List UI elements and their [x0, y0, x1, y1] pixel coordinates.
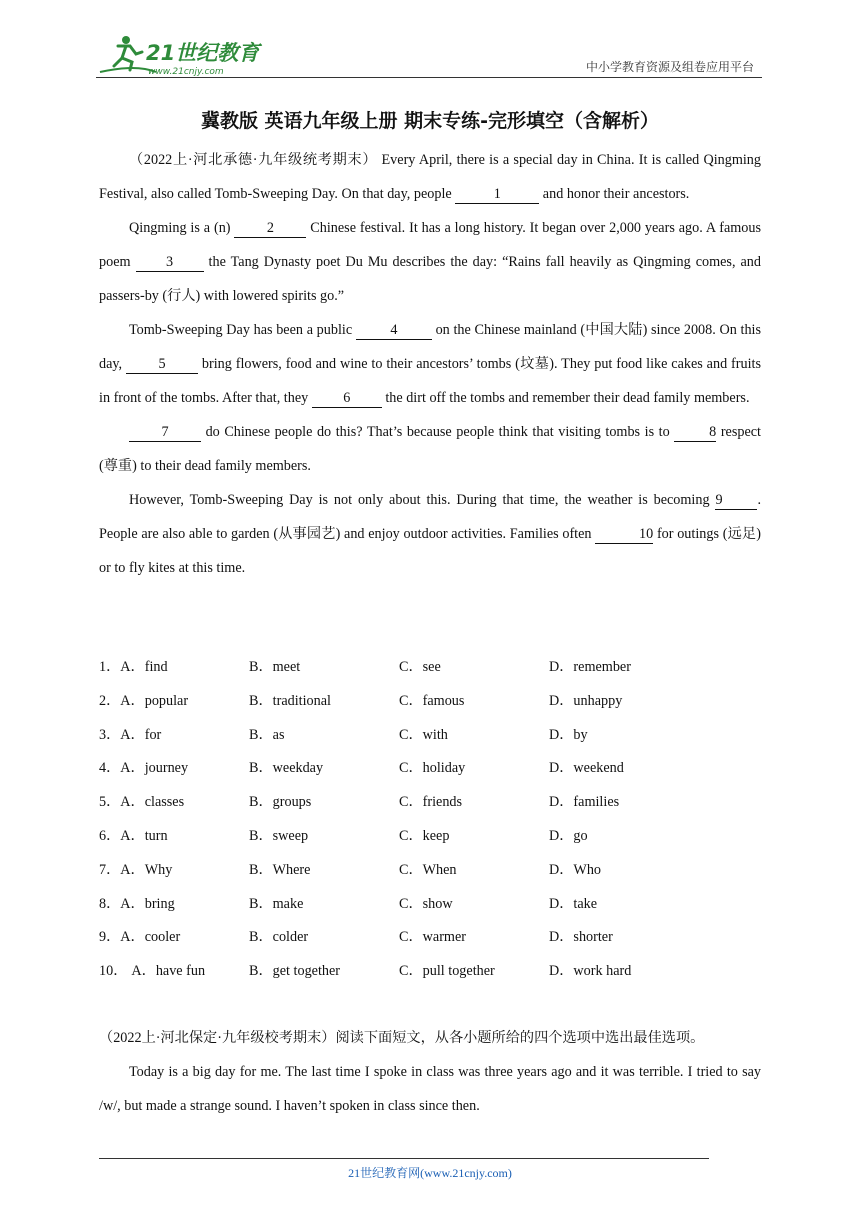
text: the Tang Dynasty poet Du Mu describes the day: “Rains fall heavily as Qingming comes, and passers-by (行人) with lowered spirits go.”: [99, 254, 761, 304]
question-row: [99, 786, 761, 820]
option-b: B．Where: [249, 861, 311, 878]
paragraph-1: [99, 143, 761, 211]
option-c: C．pull together: [399, 963, 495, 980]
option-b: B．make: [249, 895, 304, 912]
question-row: [99, 854, 761, 888]
option-c: C．show: [399, 895, 453, 912]
text: respect (尊重) to their dead family members.: [99, 424, 761, 474]
question-row: [99, 888, 761, 922]
option-c: C．When: [399, 861, 457, 878]
option-a: 6．A．turn: [99, 827, 168, 844]
text: Tomb-Sweeping Day has been a public: [129, 322, 353, 338]
option-d: D．unhappy: [549, 692, 623, 709]
blank-9: 9: [715, 491, 757, 510]
blank-1: 1: [455, 185, 539, 204]
source-note: （2022上·河北承德·九年级统考期末）: [129, 152, 378, 168]
option-d: D．by: [549, 726, 588, 743]
option-c: C．keep: [399, 827, 450, 844]
option-c: C．holiday: [399, 760, 466, 777]
blank-5: 5: [126, 355, 198, 374]
blank-3: 3: [136, 253, 204, 272]
option-d: D．weekend: [549, 760, 624, 777]
blank-4: 4: [356, 321, 432, 340]
option-d: D．Who: [549, 861, 602, 878]
passage-1: [99, 143, 761, 585]
option-b: B．get together: [249, 963, 341, 980]
option-d: D．shorter: [549, 929, 613, 946]
question-row: [99, 752, 761, 786]
text: . People are also able to garden (从事园艺) and enjoy outdoor activities. Families often: [99, 492, 762, 542]
option-c: C．with: [399, 726, 448, 743]
question-row: [99, 921, 761, 955]
logo-21cnjy: [96, 32, 266, 76]
question-row: [99, 955, 761, 989]
text: Qingming is a (n): [129, 220, 231, 236]
paragraph-4: [99, 415, 761, 483]
text: do Chinese people do this? That’s because people think that visiting tombs is to: [205, 424, 670, 440]
text: Every April, there is a special day in China. It is called Qingming Festival, also called Tomb-Sweeping Day. On that day, people: [99, 152, 761, 202]
text: and honor their ancestors.: [542, 186, 690, 202]
text: on the Chinese mainland (中国大陆) since 2008. On this day,: [99, 322, 762, 372]
option-d: D．take: [549, 895, 598, 912]
option-a: 9．A．cooler: [99, 929, 181, 946]
option-b: B．colder: [249, 929, 309, 946]
option-a: 8．A．bring: [99, 895, 175, 912]
passage-2: [99, 1021, 761, 1123]
blank-10: 10: [595, 525, 653, 544]
option-d: D．go: [549, 827, 588, 844]
option-b: B．weekday: [249, 760, 324, 777]
option-a: 5．A．classes: [99, 794, 185, 811]
option-c: C．see: [399, 659, 441, 675]
option-a: 1．A．find: [99, 659, 168, 675]
paragraph-2: [99, 211, 761, 313]
paragraph-3: [99, 313, 761, 415]
passage-2-intro: （2022上·河北保定·九年级校考期末）阅读下面短文，从各小题所给的四个选项中选出最佳选项。: [99, 1030, 705, 1046]
logo-url: www.21cnjy.com: [148, 67, 224, 76]
text: for outings (远足) or to fly kites at this time.: [99, 526, 762, 576]
option-b: B．groups: [249, 794, 312, 811]
option-d: D．work hard: [549, 963, 632, 980]
option-d: D．remember: [549, 659, 631, 675]
question-row: [99, 719, 761, 753]
option-a: 7．A．Why: [99, 861, 173, 878]
blank-7: 7: [129, 423, 201, 442]
logo-text: 21世纪教育: [146, 41, 260, 65]
page-title: 冀教版 英语九年级上册 期末专练-完形填空（含解析）: [200, 110, 660, 132]
option-b: B．as: [249, 726, 285, 743]
option-b: B．meet: [249, 659, 301, 675]
text: bring flowers, food and wine to their ancestors’ tombs (坟墓). They put food like cakes and fruits in front of the tombs. After that, they: [99, 356, 762, 406]
blank-2: 2: [234, 219, 306, 238]
option-b: B．traditional: [249, 692, 331, 709]
option-a: 10． A．have fun: [99, 963, 206, 980]
question-options: [99, 651, 761, 989]
option-b: B．sweep: [249, 827, 309, 844]
blank-6: 6: [312, 389, 382, 408]
option-a: 3．A．for: [99, 726, 162, 743]
option-c: C．friends: [399, 794, 463, 811]
question-row: [99, 685, 761, 719]
paragraph-5: [99, 483, 761, 585]
option-c: C．warmer: [399, 929, 466, 946]
page-header: [96, 30, 762, 78]
option-d: D．families: [549, 794, 620, 811]
header-platform-text: 中小学教育资源及组卷应用平台: [585, 60, 754, 74]
text: Chinese festival. It has a long history. It began over 2,000 years ago. A famous poem: [99, 220, 761, 270]
question-row: [99, 820, 761, 854]
footer-divider: [99, 1158, 709, 1159]
text: However, Tomb-Sweeping Day is not only about this. During that time, the weather is becoming: [129, 492, 710, 508]
option-a: 2．A．popular: [99, 692, 189, 709]
option-c: C．famous: [399, 692, 465, 709]
text: the dirt off the tombs and remember their dead family members.: [385, 390, 750, 406]
header-divider: [96, 77, 762, 78]
passage-2-paragraph-1: Today is a big day for me. The last time I spoke in class was three years ago and it was terrible. I tried to say /w/, but made a strange sound. I haven’t spoken in class since then.: [99, 1064, 761, 1114]
footer-link[interactable]: 21世纪教育网(www.21cnjy.com): [348, 1166, 512, 1180]
question-row: [99, 651, 761, 685]
option-a: 4．A．journey: [99, 760, 189, 777]
blank-8: 8: [674, 423, 716, 442]
